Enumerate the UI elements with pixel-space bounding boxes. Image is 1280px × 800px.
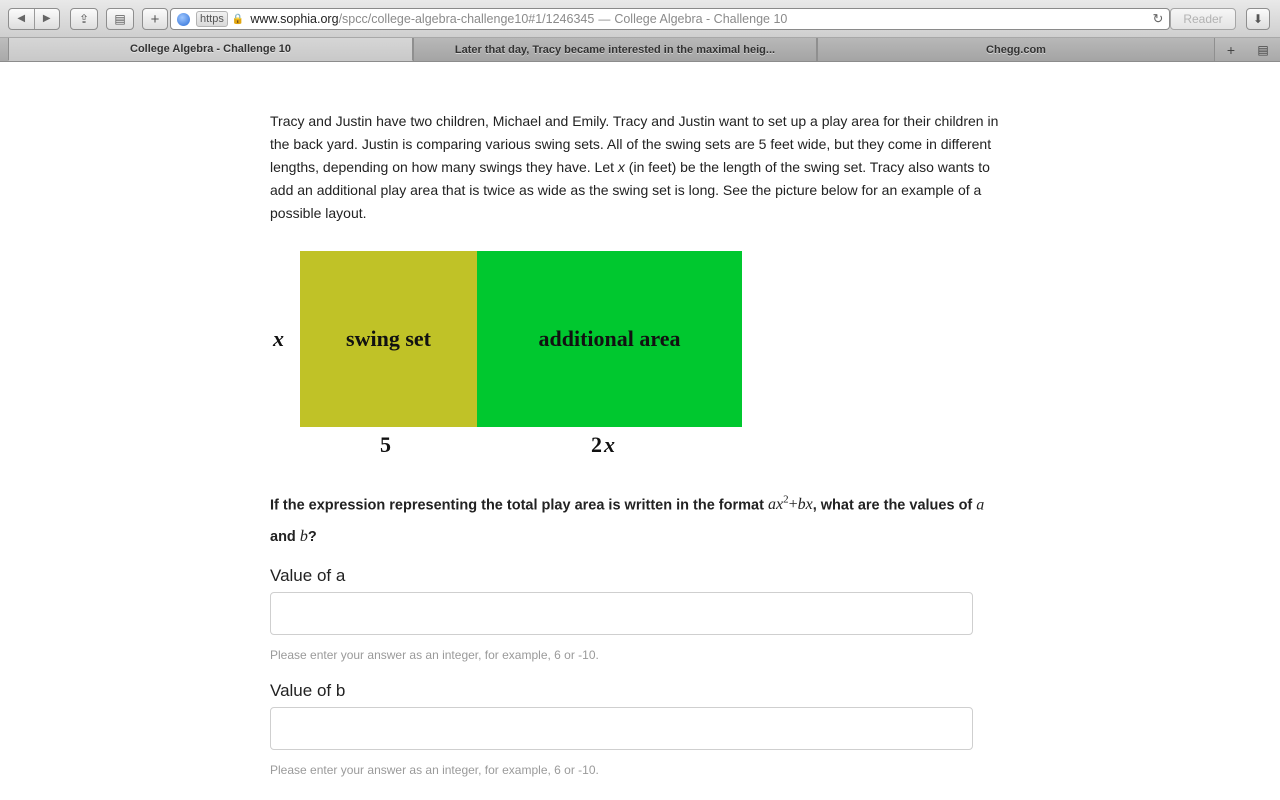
tab-bar — [0, 38, 1280, 62]
figure-left-label: x — [273, 326, 284, 351]
swing-set-label: swing set — [346, 326, 431, 351]
tab-later-that-day[interactable] — [413, 38, 817, 61]
bookmarks-button[interactable] — [106, 8, 134, 30]
swing-set-area — [300, 251, 477, 427]
back-arrow-icon[interactable]: ◀ — [17, 13, 26, 24]
add-tab-button[interactable] — [1220, 41, 1242, 58]
lock-icon: 🔒 — [231, 13, 245, 25]
value-b-label: Value of b — [270, 681, 346, 700]
reload-icon[interactable]: ↻ — [1152, 11, 1164, 26]
problem-variable: x — [617, 159, 625, 175]
problem-statement — [270, 110, 1010, 225]
problem-paragraph — [270, 110, 1010, 225]
figure-bottom-right-number: 2 — [591, 432, 602, 457]
expression-plus: + — [788, 496, 798, 514]
question-text — [270, 484, 1010, 553]
value-a-label: Value of a — [270, 566, 346, 585]
share-icon: ⇪ — [78, 12, 90, 26]
tab-overview-button[interactable] — [1252, 41, 1274, 58]
forward-arrow-icon[interactable]: ▶ — [34, 9, 60, 29]
share-button[interactable] — [70, 8, 98, 30]
tab-label: Later that day, Tracy became interested in the maximal heig... — [454, 43, 776, 56]
question-and: and — [270, 529, 300, 546]
variable-b: b — [299, 528, 308, 546]
back-forward-buttons — [8, 8, 60, 30]
value-b-input[interactable] — [270, 707, 973, 750]
question-mark: ? — [307, 529, 317, 546]
value-a-hint: Please enter your answer as an integer, for example, 6 or -10. — [270, 648, 599, 662]
reader-button[interactable]: Reader — [1170, 8, 1236, 30]
tab-label: Chegg.com — [986, 43, 1046, 56]
problem-text-1: Tracy and Justin have two children, Michael and Emily. Tracy and Justin want to set up a play area for their children in the back yard. Justin is comparing various swing sets. All of the swing sets are 5 feet wide, but they come in different lengths, depending on how many swings they have. Let — [270, 113, 999, 175]
value-b-hint: Please enter your answer as an integer, for example, 6 or -10. — [270, 763, 599, 777]
url-separator: — — [598, 12, 611, 26]
tab-label: College Algebra - Challenge 10 — [130, 43, 291, 55]
book-icon: ▤ — [114, 12, 126, 26]
expression-exponent: 2 — [783, 494, 789, 506]
address-bar[interactable] — [170, 8, 1170, 30]
figure-bottom-right-variable: x — [604, 432, 615, 457]
url-path: /spcc/college-algebra-challenge10#1/1246345 — [338, 12, 595, 26]
question-text-1: If the expression representing the total play area is written in the format — [270, 497, 768, 514]
additional-area — [477, 251, 742, 427]
figure-bottom-right-label — [591, 432, 615, 458]
url-page-title: College Algebra - Challenge 10 — [614, 12, 788, 26]
tab-overview-icon: ▤ — [1257, 42, 1269, 57]
expression-a-term: ax — [767, 496, 784, 514]
downloads-button[interactable] — [1246, 8, 1270, 30]
question-text-2: , what are the values of — [812, 497, 977, 514]
globe-icon — [177, 13, 190, 26]
tab-chegg[interactable] — [817, 38, 1215, 61]
variable-a: a — [976, 496, 985, 514]
expression — [768, 496, 813, 513]
additional-area-label: additional area — [538, 326, 681, 351]
plus-icon: + — [150, 10, 160, 28]
url-host: www.sophia.org — [250, 12, 339, 26]
tab-college-algebra[interactable] — [8, 38, 413, 61]
expression-b-term: bx — [797, 496, 813, 514]
figure-bottom-left-label: 5 — [380, 432, 391, 457]
value-a-input[interactable] — [270, 592, 973, 635]
plus-icon: + — [1226, 41, 1236, 58]
new-tab-button[interactable] — [142, 8, 168, 30]
problem-text-2: (in feet) be the length of the swing set. Tracy also wants to add an additional play area that is twice as wide as the swing set is long. See the picture below for an example of a possible layout. — [270, 159, 990, 221]
layout-figure — [270, 250, 750, 460]
browser-toolbar — [0, 0, 1280, 38]
url-scheme: https — [196, 11, 228, 27]
download-icon: ⬇ — [1252, 12, 1264, 26]
